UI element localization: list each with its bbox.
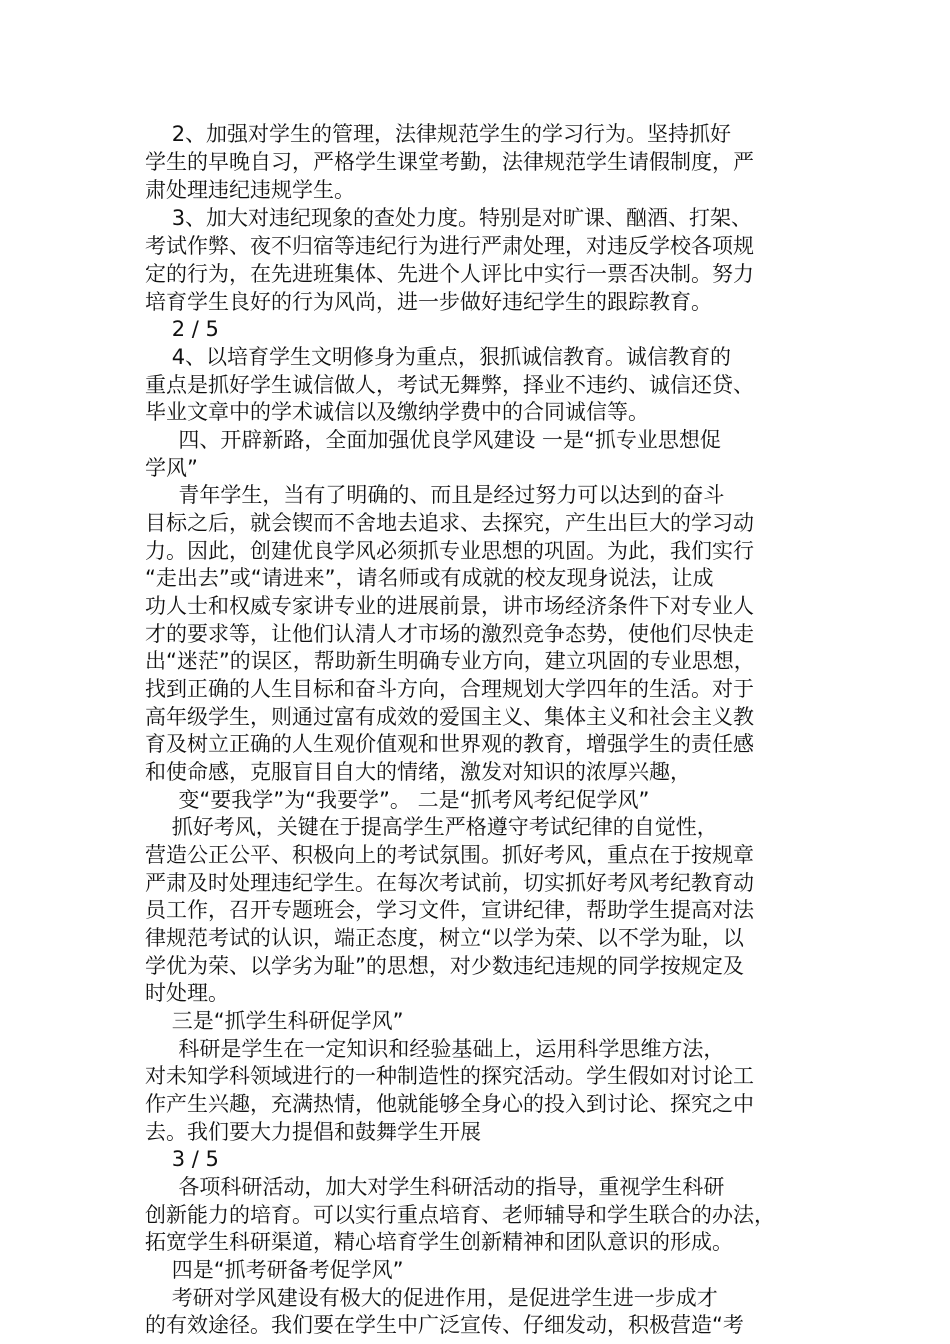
text-line: 重点是抓好学生诚信做人，考试无舞弊，择业不违约、诚信还贷、 [145, 373, 754, 397]
text-line: 时处理。 [145, 981, 229, 1005]
text-line: 出“迷茫”的误区，帮助新生明确专业方向，建立巩固的专业思想， [145, 649, 755, 673]
text-line: 肃处理违纪违规学生。 [145, 178, 355, 202]
text-line: 才的要求等，让他们认清人才市场的激烈竞争态势，使他们尽快走 [145, 622, 754, 646]
text-line: 创新能力的培育。可以实行重点培育、老师辅导和学生联合的办法， [145, 1203, 775, 1227]
text-line: 去。我们要大力提倡和鼓舞学生开展 [145, 1120, 481, 1144]
text-line: 对未知学科领域进行的一种制造性的探究活动。学生假如对讨论工 [145, 1064, 754, 1088]
text-line: 考试作弊、夜不归宿等违纪行为进行严肃处理，对违反学校各项规 [145, 234, 754, 258]
text-line: 作产生兴趣，充满热情，他就能够全身心的投入到讨论、探究之中 [145, 1092, 754, 1116]
text-line: 目标之后，就会锲而不舍地去追求、去探究，产生出巨大的学习动 [145, 511, 754, 535]
section-heading: 四、开辟新路，全面加强优良学风建设 一是“抓专业思想促 [145, 428, 721, 452]
page-number: 2 / 5 [145, 317, 219, 341]
section-heading: 学风” [145, 456, 198, 480]
text-line: “走出去”或“请进来”，请名师或有成就的校友现身说法，让成 [145, 566, 714, 590]
text-line: 严肃及时处理违纪学生。在每次考试前，切实抓好考风考纪教育动 [145, 871, 754, 895]
text-line: 高年级学生，则通过富有成效的爱国主义、集体主义和社会主义教 [145, 705, 754, 729]
text-line: 毕业文章中的学术诚信以及缴纳学费中的合同诚信等。 [145, 400, 649, 424]
text-line: 营造公正公平、积极向上的考试氛围。抓好考风，重点在于按规章 [145, 843, 754, 867]
text-line: 员工作，召开专题班会，学习文件，宣讲纪律，帮助学生提高对法 [145, 898, 754, 922]
text-line: 各项科研活动，加大对学生科研活动的指导，重视学生科研 [145, 1175, 725, 1199]
text-line: 学生的早晚自习，严格学生课堂考勤，法律规范学生请假制度，严 [145, 150, 754, 174]
text-line: 找到正确的人生目标和奋斗方向，合理规划大学四年的生活。对于 [145, 677, 754, 701]
text-line: 和使命感，克服盲目自大的情绪，激发对知识的浓厚兴趣， [145, 760, 691, 784]
text-line: 功人士和权威专家讲专业的进展前景，讲市场经济条件下对专业人 [145, 594, 754, 618]
text-line: 考研对学风建设有极大的促进作用，是促进学生进一步成才 [145, 1286, 718, 1310]
section-heading: 变“要我学”为“我要学”。 二是“抓考风考纪促学风” [145, 788, 650, 812]
text-line: 定的行为，在先进班集体、先进个人评比中实行一票否决制。努力 [145, 262, 754, 286]
text-line: 青年学生，当有了明确的、而且是经过努力可以达到的奋斗 [145, 483, 725, 507]
section-heading: 四是“抓考研备考促学风” [145, 1258, 404, 1282]
section-heading: 三是“抓学生科研促学风” [145, 1009, 404, 1033]
text-line: 科研是学生在一定知识和经验基础上，运用科学思维方法， [145, 1037, 725, 1061]
text-line: 2、加强对学生的管理，法律规范学生的学习行为。坚持抓好 [145, 122, 732, 146]
text-line: 拓宽学生科研渠道，精心培育学生创新精神和团队意识的形成。 [145, 1230, 733, 1254]
text-line: 律规范考试的认识，端正态度，树立“以学为荣、以不学为耻，以 [145, 926, 744, 950]
text-line: 3、加大对违纪现象的查处力度。特别是对旷课、酗酒、打架、 [145, 206, 753, 230]
text-line: 力。因此，创建优良学风必须抓专业思想的巩固。为此，我们实行 [145, 539, 754, 563]
page-number: 3 / 5 [145, 1147, 219, 1171]
text-line: 的有效途径。我们要在学生中广泛宣传、仔细发动，积极营造“考 [145, 1313, 744, 1337]
text-line: 学优为荣、以学劣为耻”的思想，对少数违纪违规的同学按规定及 [145, 954, 744, 978]
text-line: 育及树立正确的人生观价值观和世界观的教育，增强学生的责任感 [145, 732, 754, 756]
text-line: 抓好考风，关键在于提高学生严格遵守考试纪律的自觉性， [145, 815, 718, 839]
text-line: 培育学生良好的行为风尚，进一步做好违纪学生的跟踪教育。 [145, 290, 712, 314]
text-line: 4、以培育学生文明修身为重点，狠抓诚信教育。诚信教育的 [145, 345, 732, 369]
